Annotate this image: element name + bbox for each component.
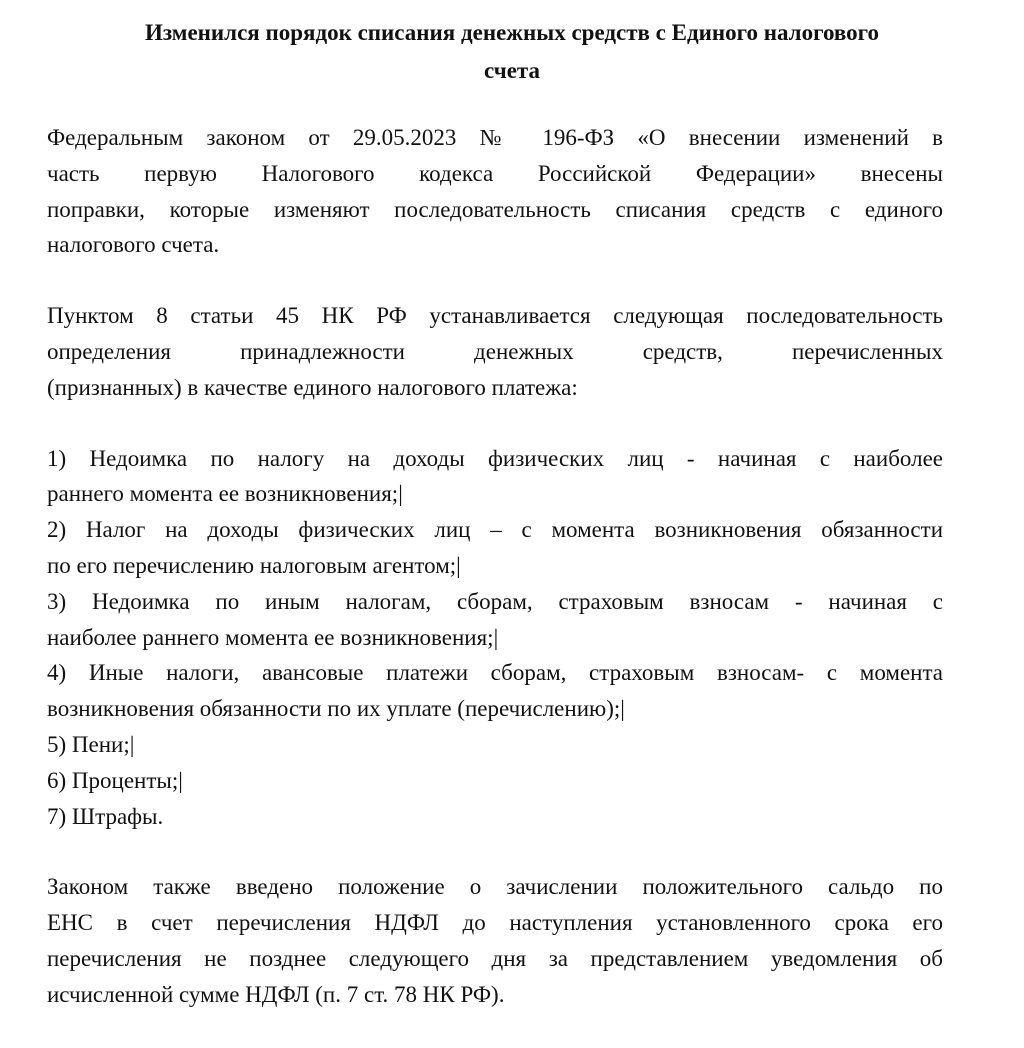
title-line: счета (483, 58, 540, 83)
text-line: поправки, которые изменяют последовательность списания средств с единого (47, 196, 943, 222)
text-line: 5) Пени;| (47, 731, 135, 757)
text-line: ЕНС в счет перечисления НДФЛ до наступления установленного срока его (47, 910, 943, 936)
text-line: раннего момента ее возникновения;| (47, 481, 403, 507)
document-body (47, 120, 943, 1048)
text-line: 2) Налог на доходы физических лиц – с момента возникновения обязанности (47, 517, 943, 543)
paragraph (47, 120, 943, 263)
text-line: часть первую Налогового кодекса Российской Федерации» внесены (47, 160, 943, 186)
text-line: исчисленной сумме НДФЛ (п. 7 ст. 78 НК РФ). (47, 981, 505, 1007)
text-line: 4) Иные налоги, авансовые платежи сборам, страховым взносам- с момента (47, 660, 943, 686)
paragraph (47, 869, 943, 1012)
text-line: 3) Недоимка по иным налогам, сборам, страховым взносам - начиная с (47, 588, 943, 614)
paragraph (47, 441, 943, 835)
text-line: перечисления не позднее следующего дня за представлением уведомления об (47, 945, 943, 971)
text-line: 7) Штрафы. (47, 803, 164, 829)
title-line: Изменился порядок списания денежных средств с Единого налогового (144, 20, 880, 45)
text-line: налогового счета. (47, 232, 220, 258)
text-line: Федеральным законом от 29.05.2023 № 196-ФЗ «О внесении изменений в (47, 125, 943, 150)
text-line: (признанных) в качестве единого налогового платежа: (47, 374, 578, 400)
text-line: определения принадлежности денежных средств, перечисленных (47, 338, 943, 364)
text-line: 1) Недоимка по налогу на доходы физических лиц - начиная с наиболее (47, 445, 943, 471)
text-line: Пунктом 8 статьи 45 НК РФ устанавливается следующая последовательность (47, 303, 943, 329)
text-line: 6) Проценты;| (47, 767, 183, 793)
text-line: возникновения обязанности по их уплате (перечислению);| (47, 696, 625, 722)
text-line: наиболее раннего момента ее возникновения;| (47, 624, 499, 650)
document-title (40, 14, 984, 90)
text-line: по его перечислению налоговым агентом;| (47, 552, 461, 578)
paragraph (47, 298, 943, 405)
text-line: Законом также введено положение о зачислении положительного сальдо по (47, 874, 943, 900)
